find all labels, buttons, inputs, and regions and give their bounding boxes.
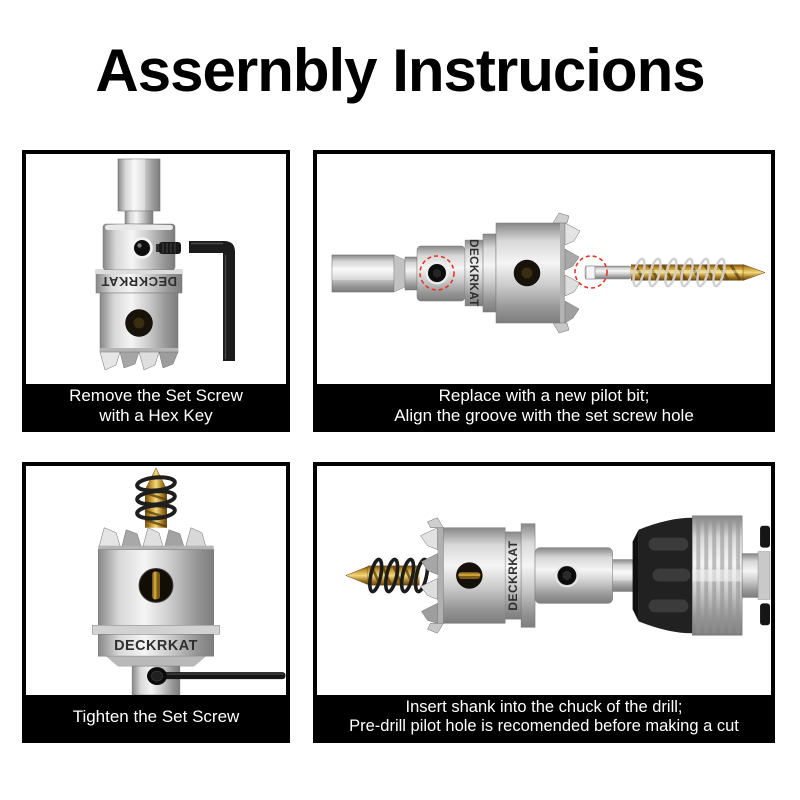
brand-text-vertical: DECKRKAT — [506, 540, 521, 611]
hole-saw-horizontal-illustration — [317, 154, 771, 384]
hole-saw-flange — [92, 625, 219, 666]
step-panel-1 — [22, 150, 290, 432]
hole-saw-upright-illustration — [26, 154, 286, 384]
hole-saw-in-chuck-illustration — [317, 466, 771, 695]
step-4-caption — [317, 695, 771, 739]
set-screw — [156, 242, 181, 254]
step-3-caption — [26, 695, 286, 739]
brand-collar — [465, 239, 483, 307]
step-2-caption — [317, 384, 771, 428]
caption-line: with a Hex Key — [99, 406, 213, 425]
hole-saw-flange-ring — [483, 234, 496, 312]
brand-text-vertical: DECKRKAT — [467, 239, 479, 307]
cutter-body — [443, 528, 505, 624]
step-panel-3 — [22, 462, 290, 743]
cutter-body — [100, 293, 178, 352]
drill-knob-bottom — [760, 603, 770, 625]
hex-shank — [118, 159, 160, 224]
hole-saw-flange-ring — [521, 524, 535, 628]
page-title: Assernbly Instrucions — [95, 37, 705, 104]
caption-line: Pre-drill pilot hole is recomended before making a cut — [349, 717, 739, 735]
step-2-illustration — [317, 154, 771, 384]
step-panel-2 — [313, 150, 775, 432]
hole-saw-shank — [535, 548, 639, 604]
step-1-illustration — [26, 154, 286, 384]
caption-line: Align the groove with the set screw hole — [394, 406, 694, 425]
set-screw-hole — [133, 239, 152, 258]
hex-shank — [332, 255, 417, 292]
cutter-body — [496, 223, 564, 323]
step-1-caption — [26, 384, 286, 428]
carbide-teeth — [421, 518, 444, 633]
cutter-body — [98, 550, 213, 626]
carbide-teeth — [100, 348, 178, 370]
drill-tip — [346, 567, 368, 585]
set-screw-in-hole — [427, 263, 448, 284]
caption-line: Remove the Set Screw — [69, 386, 243, 405]
brand-collar — [505, 524, 535, 628]
hex-key — [189, 241, 235, 361]
caption-line: Insert shank into the chuck of the drill; — [405, 697, 683, 716]
hole-saw-flange — [96, 270, 182, 293]
carbide-teeth — [98, 528, 213, 551]
step-3-illustration — [26, 466, 286, 695]
caption-line: Replace with a new pilot bit; — [438, 386, 650, 405]
brand-text: DECKRKAT — [114, 638, 198, 655]
drill-knob-top — [760, 526, 770, 548]
step-4-illustration — [317, 466, 771, 695]
brand-text-upside-down: DECKRKAT — [101, 274, 177, 289]
chuck-neck — [742, 554, 760, 598]
drill-chuck — [633, 516, 770, 635]
drill-tip — [743, 265, 765, 281]
hole-saw-inverted-illustration — [26, 466, 286, 695]
caption-line: Tighten the Set Screw — [72, 707, 240, 726]
step-panel-4 — [313, 462, 775, 743]
